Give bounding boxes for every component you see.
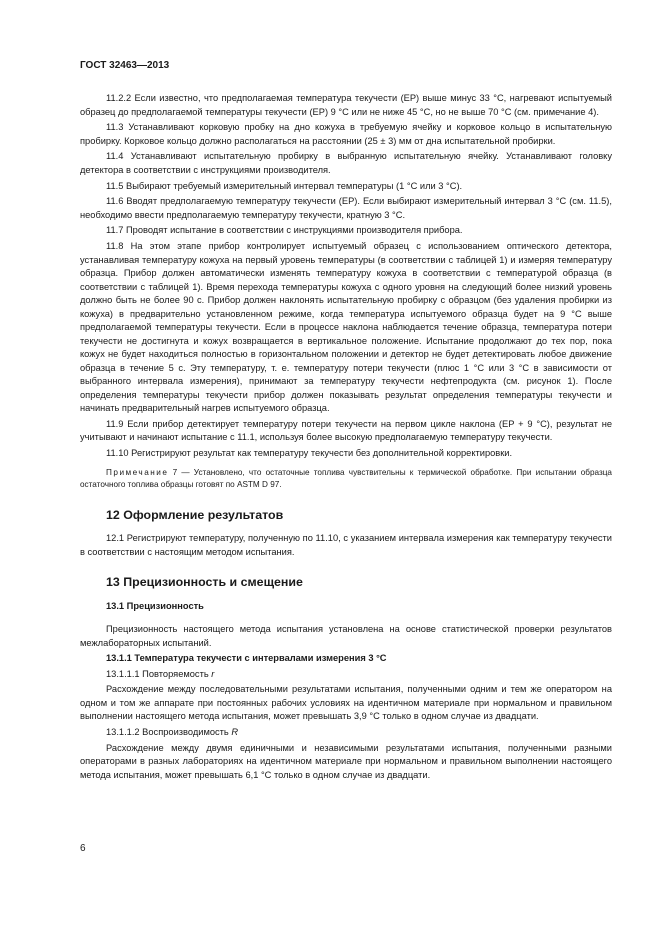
paragraph-11-7: 11.7 Проводят испытание в соответствии с инструкциями производителя прибора. [106,225,463,236]
reproducibility-heading [80,726,612,740]
reproducibility-text: Расхождение между двумя единичными и независимыми результатами испытания, полученными разными операторами в разных лабораториях на идентичном материале при нормальном и правильном выполнении настоящего метода испытания, может превышать 6,1 °С только в одном случае из двадцати. [80,742,612,780]
section-12-title: 12 Оформление результатов [106,507,284,522]
paragraph-11-6: 11.6 Вводят предполагаемую температуру текучести (ЕР). Если выбирают измерительный интервал 3 °С (см. 11.5), необходимо ввести предполагаемую температуру текучести, кратную 3 °С. [80,196,612,220]
repeatability-label: 13.1.1.1 Повторяемость [106,668,212,679]
page-number: 6 [80,843,86,854]
paragraph-11-8: 11.8 На этом этапе прибор контролирует испытуемый образец с использованием оптического детектора, устанавливая температуру кожуха на первый уровень температуры (в соответствии с таблицей 1) и измеряя температуру образца. Прибор должен автоматически изменять температуру кожуха в соответствии с температурой образца (в соответствии с таблицей 1). Время перехода температуры кожуха с одного уровня на следующий более низкий уровень должно быть не более 90 с. Прибор должен наклонять испытательную пробирку с образцом (без удаления пробирки из кожуха) в предварительно установленном режиме, когда температура испытуемого образца будет на 9 °С выше предполагаемой температуры текучести. Если в процессе наклона наблюдается течение образца, температура потери текучести не достигнута и кожух возвращается в вертикальное положение. Испытание продолжают до тех пор, пока кожух не будет находиться полностью в горизонтальном положении и детектор не будет детектировать любое движение образца в течение 5 с. Эту температуру, т. е. температуру потери текучести (плюс 1 °С или 3 °С в зависимости от выбранного интервала измерения), принимают за температуру текучести нефтепродукта (см. рисунок 1). После определения температуры текучести прибор должен показывать результат определения температуры текучести и начинать предварительный нагрев испытуемого образца. [80,241,612,414]
standard-header: ГОСТ 32463—2013 [80,60,170,71]
subsection-13-1-title: 13.1 Прецизионность [106,600,204,611]
subsection-13-1-1-title: 13.1.1 Температура текучести с интервалами измерения 3 °С [106,653,387,664]
note-text: 7 — Установлено, что остаточные топлива чувствительны к термической обработке. При испытании образца остаточного топлива образцы готовят по ASTM D 97. [80,467,612,489]
paragraph-11-9: 11.9 Если прибор детектирует температуру потери текучести на первом цикле наклона (ЕР + 9 °С), результат не учитывают и начинают испытание с 11.1, используя более высокую предполагаемую температуру текучести. [80,418,612,443]
reproducibility-symbol: R [231,727,239,738]
note-label: Примечание [106,467,169,477]
reproducibility-label: 13.1.1.2 Воспроизводимость [106,727,232,738]
paragraph-13-1: Прецизионность настоящего метода испытания установлена на основе статистической проверки результатов межлабораторных испытаний. [80,624,612,648]
page-content [80,92,612,784]
paragraph-11-2-2: 11.2.2 Если известно, что предполагаемая температура текучести (ЕР) выше минус 33 °С, нагревают испытуемый образец до предполагаемой температуры текучести (ЕР) 9 °С или не ниже 45 °С, но не выше 70 °С (см. примечание 4). [80,93,612,117]
repeatability-text: Расхождение между последовательными результатами испытания, полученными одним и тем же оператором на одном и том же аппарате при постоянных рабочих условиях на идентичном материале при нормальном и правильном выполнении настоящего метода испытания, может превышать 3,9 °С только в одном случае из двадцати. [80,684,612,722]
repeatability-symbol: r [211,668,215,679]
paragraph-11-4: 11.4 Устанавливают испытательную пробирку в выбранную испытательную ячейку. Устанавливают головку детектора в соответствии с инструкциями производителя. [80,151,612,175]
paragraph-12-1: 12.1 Регистрируют температуру, полученную по 11.10, с указанием интервала измерения как температуру текучести в соответствии с настоящим методом испытания. [80,533,612,557]
repeatability-heading [80,668,612,682]
note-7 [80,467,612,492]
paragraph-11-10: 11.10 Регистрируют результат как температуру текучести без дополнительной корректировки. [106,448,513,458]
paragraph-11-5: 11.5 Выбирают требуемый измерительный интервал температуры (1 °С или 3 °С). [106,180,463,191]
section-13-title: 13 Прецизионность и смещение [106,575,303,589]
paragraph-11-3: 11.3 Устанавливают корковую пробку на дно кожуха в требуемую ячейку и корковое кольцо в испытательную пробирку. Корковое кольцо должно располагаться на расстоянии (25 ± 3) мм от дна испытательной пробирки. [80,122,612,146]
